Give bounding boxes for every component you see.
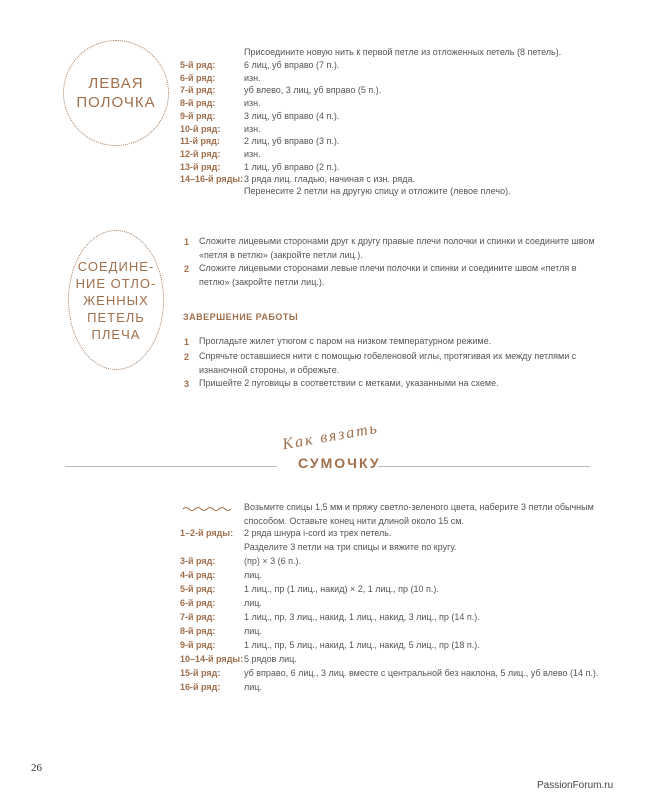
row-label: 10-й ряд: <box>180 123 221 134</box>
row-text: уб влево, 3 лиц, уб вправо (5 п.). <box>244 85 382 96</box>
row-label: 5-й ряд: <box>180 60 216 70</box>
row-text: 1 лиц., пр, 5 лиц., накид, 1 лиц., накид, 5 лиц., пр (18 п.). <box>244 640 480 650</box>
row-text: 1 лиц, уб вправо (2 п.). <box>244 161 340 172</box>
row-label: 3-й ряд: <box>180 556 216 566</box>
left-front-intro: Присоедините новую нить к первой петле из отложенных петель (8 петель). <box>244 47 562 57</box>
left-front-outro: Перенесите 2 петли на другую спицу и отложите (левое плечо). <box>244 186 511 196</box>
section-circle-join <box>68 230 164 370</box>
row-label: 12-й ряд: <box>180 148 221 159</box>
row-label: 6-й ряд: <box>180 72 216 83</box>
row-text: Разделите 3 петли на три спицы и вяжите по кругу. <box>244 542 457 552</box>
row-label: 16-й ряд: <box>180 682 221 692</box>
join-step-text: Сложите лицевыми сторонами друг к другу правые плечи полочки и спинки и соедините швом «петля в петлю» (закройте петли лиц.). <box>199 236 595 260</box>
finish-step-text: Прогладьте жилет утюгом с паром на низком температурном режиме. <box>199 336 492 346</box>
row-label: 9-й ряд: <box>180 640 216 650</box>
bag-intro: Возьмите спицы 1,5 мм и пряжу светло-зеленого цвета, наберите 3 петли обычным способом. Оставьте конец нити длиной около 15 см. <box>244 502 594 526</box>
row-text: лиц. <box>244 682 262 692</box>
finish-step-text: Пришейте 2 пуговицы в соответствии с метками, указанными на схеме. <box>199 378 499 388</box>
row-text: изн. <box>244 98 261 109</box>
row-text: 5 рядов лиц. <box>244 654 297 664</box>
row-label: 7-й ряд: <box>180 612 216 622</box>
page-number: 26 <box>31 762 42 774</box>
wavy-ornament <box>183 505 233 513</box>
watermark: PassionForum.ru <box>537 780 614 791</box>
section-title-left-front: ЛЕВАЯ ПОЛОЧКА <box>76 75 156 111</box>
row-text: лиц. <box>244 626 262 636</box>
row-label: 9-й ряд: <box>180 110 216 121</box>
row-text: изн. <box>244 72 261 83</box>
join-step-text: Сложите лицевыми сторонами левые плечи полочки и спинки и соедините швом «петля в петлю» (закройте петли лиц.). <box>199 263 577 287</box>
row-label: 15-й ряд: <box>180 668 221 678</box>
row-label: 6-й ряд: <box>180 598 216 608</box>
divider-left <box>65 466 277 467</box>
row-text: (пр) × 3 (6 п.). <box>244 556 302 566</box>
finish-heading: ЗАВЕРШЕНИЕ РАБОТЫ <box>183 312 299 322</box>
bag-title: СУМОЧКУ <box>298 455 381 471</box>
finish-step-text: Спрячьте оставшиеся нити с помощью гобеленовой иглы, протягивая их между петлями с изнаночной стороны, и обрежьте. <box>199 351 577 375</box>
finish-step-num: 2 <box>184 352 190 362</box>
row-label: 14–16-й ряды: <box>180 174 244 185</box>
divider-right <box>378 466 590 467</box>
row-text: изн. <box>244 123 261 134</box>
row-label: 7-й ряд: <box>180 85 216 96</box>
section-circle-left-front <box>63 40 169 146</box>
bag-title-script: Как вязать <box>281 419 381 454</box>
row-text: лиц. <box>244 570 262 580</box>
row-text: 1 лиц., пр, 3 лиц., накид, 1 лиц., накид, 3 лиц., пр (14 п.). <box>244 612 480 622</box>
row-text: 2 лиц, уб вправо (3 п.). <box>244 136 340 147</box>
row-text: 3 ряда лиц. гладью, начиная с изн. ряда. <box>244 174 416 185</box>
join-step-num: 1 <box>184 237 190 247</box>
row-text: лиц. <box>244 598 262 608</box>
section-title-join: СОЕДИНЕ- НИЕ ОТЛО- ЖЕННЫХ ПЕТЕЛЬ ПЛЕЧА <box>75 258 157 342</box>
row-text: 3 лиц, уб вправо (4 п.). <box>244 110 340 121</box>
row-text: 2 ряда шнура i-cord из трех петель. <box>244 528 392 538</box>
row-text: 6 лиц, уб вправо (7 п.). <box>244 60 340 70</box>
row-text: изн. <box>244 148 261 159</box>
row-label: 4-й ряд: <box>180 570 216 580</box>
row-label: 13-й ряд: <box>180 161 221 172</box>
finish-step-num: 1 <box>184 337 190 347</box>
row-label: 10–14-й ряды: <box>180 654 244 664</box>
finish-step-num: 3 <box>184 379 190 389</box>
row-text: уб вправо, 6 лиц., 3 лиц. вместе с центральной без наклона, 5 лиц., уб влево (14 п.). <box>244 668 599 678</box>
row-label: 5-й ряд: <box>180 584 216 594</box>
row-label: 11-й ряд: <box>180 136 220 147</box>
row-label: 8-й ряд: <box>180 98 216 109</box>
row-label: 1–2-й ряды: <box>180 528 234 538</box>
row-text: 1 лиц., пр (1 лиц., накид) × 2, 1 лиц., пр (10 п.). <box>244 584 439 594</box>
row-label: 8-й ряд: <box>180 626 216 636</box>
join-step-num: 2 <box>184 264 190 274</box>
